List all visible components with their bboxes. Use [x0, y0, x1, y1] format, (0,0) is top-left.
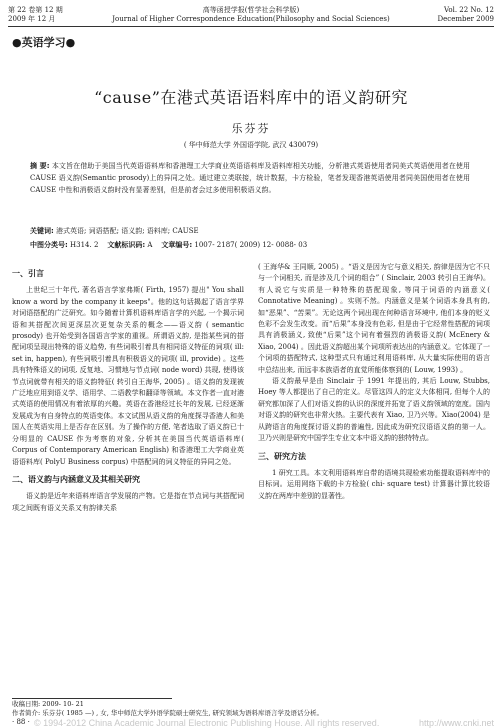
- doc-label: 文献标识码:: [107, 241, 146, 249]
- issue-date: 2009 年 12 月: [8, 15, 56, 23]
- volume-issue: 第 22 卷第 12 期: [8, 6, 63, 14]
- volume-en: Vol. 22 No. 12: [443, 6, 494, 14]
- journal-title-en: Journal of Higher Correspondence Education(Philosophy and Social Sciences): [112, 15, 390, 23]
- running-header: [8, 6, 494, 32]
- article-value: 1007- 2187( 2009) 12- 0088- 03: [194, 241, 308, 249]
- paragraph: 语义韵最早是由 Sinclair 于 1991 年提出的, 其后 Louw, Stubbs, Hoey 等人都提出了自己的定义。尽管这四人的定义大体相同, 但每个人的研究都加深了人们对语义韵的认识的深度并拓宽了语义韵领域的宽度。国内对语义韵的研究也非常火热。主要代表有 Xiao, 卫乃兴等。Xiao(2004) 是从跨语言的角度探讨语义韵的普遍性, 因此成为研究汉语语义韵的第一人。卫乃兴则是研究中国学生专业文本中语义韵的独特特点。: [258, 377, 490, 443]
- abstract: [30, 160, 470, 196]
- left-column: [12, 262, 244, 514]
- heading-semantic-prosody: 二、语义韵与内涵意义及其相关研究: [12, 474, 140, 484]
- paper-author: 乐芬芬: [231, 122, 271, 135]
- author-bio: 作者简介: 乐芬芬( 1985 —) , 女, 华中师范大学外语学院硕士研究生, 研究领域为语料库语言学及语话分析。: [12, 709, 323, 717]
- watermark-text: © 1994-2012 China Academic Journal Electronic Publishing House. All rights reserved.: [34, 718, 380, 728]
- paragraph: ( 王海华& 王同顺, 2005) 。“语义是因为它与意义相关, 韵律是因为它不只与一个词相关, 而是涉及几个词的组合” ( Sinclair, 2003 转引自王海华)。有人说它与实质是一种特殊的搭配现象, 等同于词语的内涵意义( Connotative Meaning) 。实则不然。内涵意义是某个词语本身具有的, 如“恶果”、“苦果”。无论这两个词出现在何种语言环境中, 他们本身的贬义色彩不会发生改变。而“后果”本身没有色彩, 但是由于它经常性搭配的词项具有消极涵义, 致使“后果”这个词有着强烈的消极语义韵( McEnery & Xiao, 2004) 。因此语义韵超出某个词项所表达出的内涵意义。它体现了一个词项的搭配特式, 这种型式只有通过利用语料库, 从大量实际使用的语言中总结出来, 而远非本族语者的直觉所能体察到的( Louw, 1993) 。: [258, 263, 490, 374]
- watermark: [34, 718, 494, 728]
- watermark-url: http://www.cnki.net: [418, 718, 494, 728]
- classification: [30, 240, 307, 250]
- journal-title-cn: 高等函授学报(哲学社会科学版): [202, 6, 300, 14]
- section-tag: ●英语学习●: [12, 36, 76, 49]
- paragraph: 1 研究工具。本文利用语料库自带的语境共现检索功能提取语料库中的目标词。运用网络下载的卡方检验( chi- square test) 计算器计算比较语义韵在两库中差别的显著性。: [258, 468, 490, 500]
- journal-volume-en: [438, 6, 494, 24]
- keywords-label: 关键词:: [30, 227, 54, 235]
- clc-value: H314. 2: [70, 241, 99, 249]
- journal-title: [8, 6, 494, 24]
- received-date: 收稿日期: 2009- 10- 21: [12, 700, 84, 708]
- footnote-rule: [12, 698, 172, 699]
- paragraph: 语义韵是近年来语料库语言学发展的产物。它是指在节点词与其搭配词项之间既有语义关系又有韵律关系: [12, 492, 244, 512]
- clc-label: 中图分类号:: [30, 241, 68, 249]
- page-number: · 88 ·: [12, 718, 30, 726]
- keywords-text: 港式英语; 词语搭配; 语义韵; 语料库; CAUSE: [56, 227, 199, 235]
- doc-value: A: [147, 241, 153, 249]
- date-en: December 2009: [437, 15, 494, 23]
- article-label: 文章编号:: [161, 241, 193, 249]
- abstract-text: 本文旨在借助于美国当代英语语料库和香港理工大学商业英语语料库及语料库相关功能，分析港式英语使用者同美式英语使用者在使用 CAUSE 语义韵(Semantic prosody)上的异同之处。通过建立类联接，统计数据，卡方检验，笔者发现香港英语使用者同美国使用者在使用 CAUSE 中性和消极语义韵时没有显著差别，但是前者会过多使用积极语义韵。: [30, 162, 471, 194]
- abstract-label: 摘 要:: [30, 162, 50, 170]
- paper-title: “cause”在港式英语语料库中的语义韵研究: [94, 88, 408, 107]
- right-column: [258, 262, 490, 502]
- heading-introduction: 一、引言: [12, 269, 44, 278]
- keywords: [30, 226, 199, 236]
- footnote: [12, 700, 323, 718]
- heading-methods: 三、研究方法: [258, 451, 306, 461]
- author-affiliation: ( 华中师范大学 外国语学院, 武汉 430079): [183, 141, 319, 149]
- paragraph: 上世纪三十年代, 著名语言学家弗斯( Firth, 1957) 提出" You shall know a word by the company it keeps"。他的这句话揭起了语言学界对词语搭配的广泛研究。如今随着计算机语料库语言学的兴起, 一个揭示词语和其搭配次间更深层次更复杂关系的概念——语义韵 ( semantic prosody) 也开始受到各国语言学家的重视。所谓语义韵, 是指某些词的搭配词项呈现出特殊的语义趋势, 有些词吸引着具有相同语义特征的词项( ill: set in, happen), 有些词吸引着具有积极语义的词项( ill, provide) 。这些具有特殊语义的词项, 反复地、习惯地与节点词( node word) 共现, 使得该节点词就带有相关的语义韵特征( 转引自王海华, 2005) 。语义韵的发现被广泛地应用到语义学、语用学、二语教学和翻译等领域。本文作者一直对港式英语的使用情况有着浓厚的兴趣。英语在香港经过长年的发展, 已经逐渐发展成为有自身特点的英语变体。本文试图从语义韵的角度探寻香港人和美国人在英语实用上是否存在区别。为了操作的方便, 笔者选取了语义韵已十分明显的 CAUSE 作为考察的对象, 分析其在美国当代英语语料库( Corpus of Contemporary American English) 和香港理工大学商业英语语料库( PolyU Business corpus) 中搭配词的词义特征的异同之处。: [12, 286, 244, 466]
- header-rule: [8, 26, 494, 27]
